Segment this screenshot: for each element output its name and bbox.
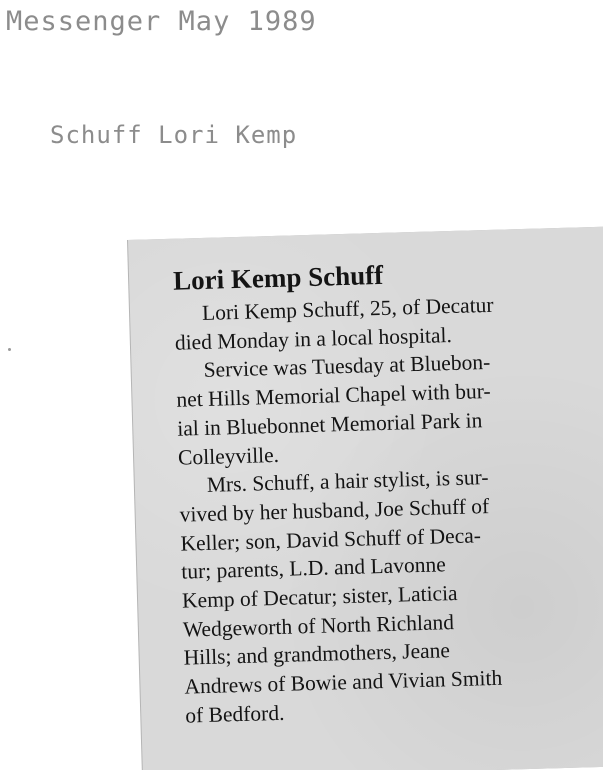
filing-name-label: Schuff Lori Kemp [50,121,298,149]
newspaper-clipping [128,227,603,770]
obituary-article [173,252,596,730]
obituary-paragraph-3 [178,460,595,730]
obituary-headline: Lori Kemp Schuff [172,259,384,296]
article-line: of Bedford. [184,700,285,728]
article-line: net Hills Memorial Chapel with bur- [176,379,491,412]
article-line: Hills; and grandmothers, Jeane [183,638,451,671]
article-line: ial in Bluebonnet Memorial Park in [176,407,483,441]
article-line: died Monday in a local hospital. [174,322,453,355]
article-line: Lori Kemp Schuff, 25, of Decatur [201,292,494,325]
source-date-label: Messenger May 1989 [6,6,317,37]
article-line: tur; parents, L.D. and Lavonne [180,552,447,584]
article-line: Service was Tuesday at Bluebon- [203,350,491,383]
article-line: vived by her husband, Joe Schuff of [179,493,490,527]
article-line: Andrews of Bowie and Vivian Smith [184,665,503,699]
obituary-paragraph-2 [175,346,588,472]
article-line: Wedgeworth of North Richland [182,609,455,642]
article-line: Mrs. Schuff, a hair stylist, is sur- [206,465,489,498]
article-line: Kemp of Decatur; sister, Laticia [181,580,458,613]
article-line: Keller; son, David Schuff of Deca- [180,522,482,556]
paper-speck [8,348,11,351]
article-line: Colleyville. [177,442,280,470]
